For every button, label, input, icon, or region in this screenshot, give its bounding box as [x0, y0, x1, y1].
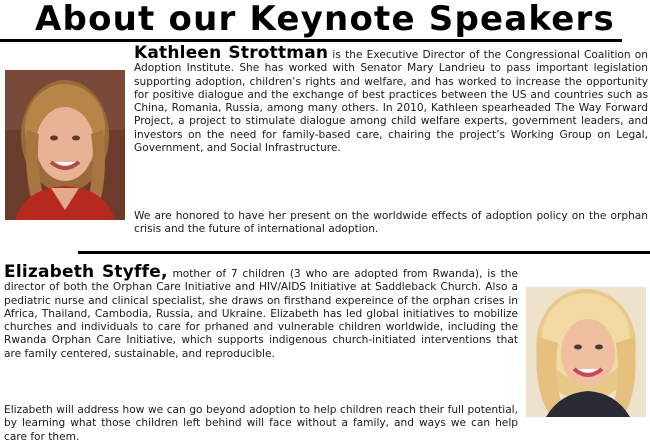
speaker-bio-elizabeth-styffe — [4, 262, 518, 361]
title-divider — [0, 39, 622, 42]
section-divider — [78, 251, 650, 254]
speaker-photo-kathleen-strottman — [5, 70, 125, 220]
speaker-talk-elizabeth-styffe: Elizabeth will address how we can go beyond adoption to help children reach their full potential, by learning what those children left behind will face without a family, and ways we can help care for them. — [4, 404, 518, 443]
speaker-bio-text: is the Executive Director of the Congressional Coalition on Adoption Institute. She has worked with Senator Mary Landrieu to pass important legislation supporting adoption, children’s rights and welfare, and has worked to increase the opportunity for positive dialogue and the exchange of best practices between the US and countries such as China, Romania, Russia, among many others. In 2010, Kathleen spearheaded The Way Forward Project, a project to stimulate dialogue among child welfare experts, government leaders, and investors on the need for family-based care, chairing the project’s Working Group on Legal, Government, and Social Infrastructure. — [134, 49, 648, 155]
speaker-photo-elizabeth-styffe — [526, 287, 646, 417]
speaker-name-elizabeth-styffe: Elizabeth Styffe, — [4, 262, 168, 282]
page-title: About our Keynote Speakers — [35, 0, 615, 39]
speaker-talk-kathleen-strottman: We are honored to have her present on the worldwide effects of adoption policy on the orphan crisis and the future of international adoption. — [134, 210, 648, 236]
speaker-name-kathleen-strottman: Kathleen Strottman — [134, 43, 329, 63]
speaker-bio-text: mother of 7 children (3 who are adopted from Rwanda), is the director of both the Orphan Care Initiative and HIV/AIDS Initiative at Saddleback Church. Also a pediatric nurse and clinical specialist, she draws on firsthand expereince of the orphan crises in Africa, Thailand, Cambodia, Russia, and Ukraine. Elizabeth has led global initiatives to mobilize churches and individuals to care for prhaned and vulnerable children worldwide, including the Rwanda Orphan Care Initiative, which supports indigenous church-initiated interventions that are family centered, sustainable, and reproducible. — [4, 268, 518, 360]
speaker-bio-kathleen-strottman — [134, 43, 648, 155]
